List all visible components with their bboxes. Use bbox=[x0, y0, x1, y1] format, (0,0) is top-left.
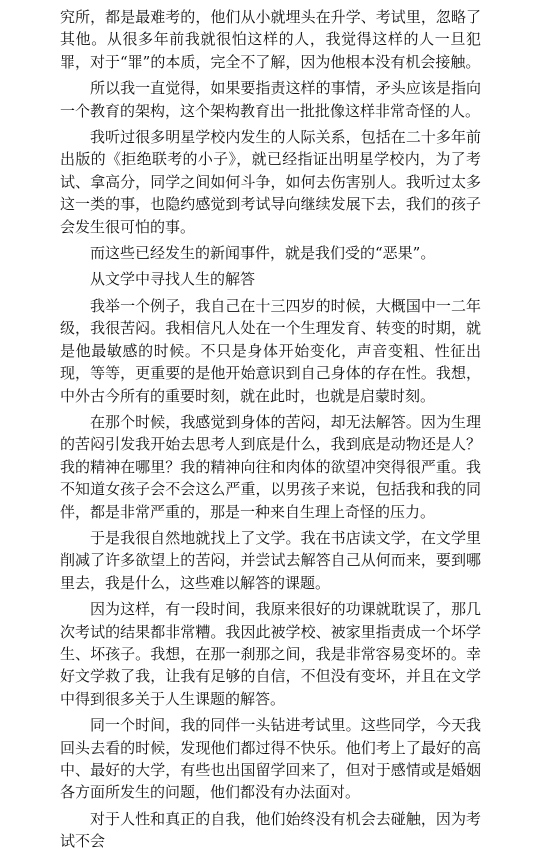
section-paragraph-6: 对于人性和真正的自我，他们始终没有机会去碰触，因为考试不会 bbox=[60, 809, 481, 851]
section-paragraph-3: 于是我很自然地就找上了文学。我在书店读文学，在文学里削减了许多欲望上的苦闷，并尝试去解答自己从何而来，要到哪里去，我是什么，这些难以解答的课题。 bbox=[60, 528, 481, 592]
paragraph-2: 所以我一直觉得，如果要指责这样的事情，矛头应该是指向一个教育的架构，这个架构教育出一批批像这样非常奇怪的人。 bbox=[60, 79, 481, 120]
section-paragraph-1: 我举一个例子，我自己在十三四岁的时候，大概国中一二年级，我很苦闷。我相信凡人处在一个生理发育、转变的时期，就是他最敏感的时候。不只是身体开始变化，声音变粗、性征出现，等等，更重要的是他开始意识到自己身体的存在性。我想，中外古今所有的重要时刻，就在此时，也就是启蒙时刻。 bbox=[60, 296, 481, 405]
section-paragraph-2: 在那个时候，我感觉到身体的苦闷，却无法解答。因为生理的苦闷引发我开始去思考人到底是什么，我到底是动物还是人？我的精神在哪里？我的精神向往和肉体的欲望冲突得很严重。我不知道女孩子会不会这么严重，以男孩子来说，包括我和我的同伴，都是非常严重的，那是一种来自生理上奇怪的压力。 bbox=[60, 412, 481, 521]
paragraph-4: 而这些已经发生的新闻事件，就是我们受的“恶果”。 bbox=[90, 244, 436, 263]
section-heading: 从文学中寻找人生的解答 bbox=[90, 270, 256, 289]
paragraph-1: 究所，都是最难考的，他们从小就埋头在升学、考试里，忽略了其他。从很多年前我就很怕这样的人，我觉得这样的人一旦犯罪，对于“罪”的本质，完全不了解，因为他根本没有机会接触。 bbox=[60, 8, 481, 71]
section-paragraph-4: 因为这样，有一段时间，我原来很好的功课就耽误了，那几次考试的结果都非常糟。我因此被学校、被家里指责成一个坏学生、坏孩子。我想，在那一刹那之间，我是非常容易变坏的。幸好文学救了我，让我有足够的自信，不但没有变坏，并且在文学中得到很多关于人生课题的解答。 bbox=[60, 600, 481, 708]
paragraph-3: 我听过很多明星学校内发生的人际关系，包括在二十多年前出版的《拒绝联考的小子》，就已经指证出明星学校内，为了考试、拿高分，同学之间如何斗争，如何去伤害别人。我听过太多这一类的事，也隐约感觉到考试导向继续发展下去，我们的孩子会发生很可怕的事。 bbox=[60, 128, 481, 236]
section-paragraph-5: 同一个时间，我的同伴一头钻进考试里。这些同学，今天我回头去看的时候，发现他们都过得不快乐。他们考上了最好的高中、最好的大学，有些也出国留学回来了，但对于感情或是婚姻各方面所发生的问题，他们都没有办法面对。 bbox=[60, 716, 481, 802]
